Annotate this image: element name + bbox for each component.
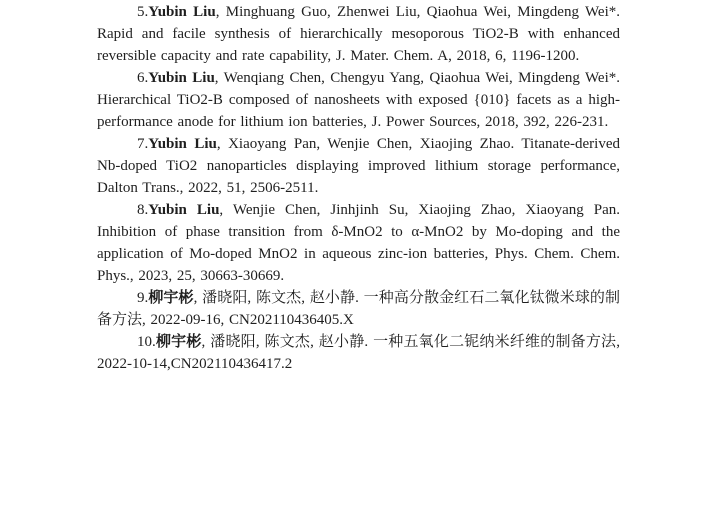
reference-item-8 — [97, 199, 620, 287]
reference-text: , 潘晓阳, 陈文杰, 赵小静. 一种五氧化二铌纳米纤维的制备方法, 2022-10-14,CN202110436417.2 — [97, 334, 620, 372]
reference-number: 5. — [137, 4, 149, 20]
reference-item-9 — [97, 287, 620, 331]
reference-author-bold: 柳宇彬 — [148, 290, 194, 306]
reference-item-6 — [97, 67, 620, 133]
reference-author-bold: Yubin Liu — [148, 202, 220, 218]
reference-text: , Wenqiang Chen, Chengyu Yang, Qiaohua Wei, Mingdeng Wei*. Hierarchical TiO2-B composed of nanosheets with exposed {010} facets as a high-performance anode for lithium ion batteries, J. Power Sources, 2018, 392, 226-231. — [97, 70, 620, 130]
reference-author-bold: Yubin Liu — [148, 70, 215, 86]
reference-number: 8. — [137, 202, 149, 218]
reference-text: , Wenjie Chen, Jinhjinh Su, Xiaojing Zhao, Xiaoyang Pan. Inhibition of phase transition from δ-MnO2 to α-MnO2 by Mo-doping and the application of Mo-doped MnO2 in aqueous zinc-ion batteries, Phys. Chem. Chem. Phys., 2023, 25, 30663-30669. — [97, 202, 620, 284]
reference-author-bold: 柳宇彬 — [155, 334, 202, 350]
reference-text: , 潘晓阳, 陈文杰, 赵小静. 一种高分散金红石二氧化钛微米球的制备方法, 2022-09-16, CN202110436405.X — [97, 290, 620, 328]
reference-number: 7. — [137, 136, 149, 152]
reference-number: 10. — [137, 334, 156, 350]
reference-item-7 — [97, 133, 620, 199]
reference-text: , Minghuang Guo, Zhenwei Liu, Qiaohua Wei, Mingdeng Wei*. Rapid and facile synthesis of hierarchically mesoporous TiO2-B with enhanced reversible capacity and rate capability, J. Mater. Chem. A, 2018, 6, 1196-1200. — [97, 4, 620, 64]
reference-item-5 — [97, 1, 620, 67]
reference-author-bold: Yubin Liu — [148, 4, 216, 20]
reference-item-10 — [97, 331, 620, 375]
reference-text: , Xiaoyang Pan, Wenjie Chen, Xiaojing Zhao. Titanate-derived Nb-doped TiO2 nanoparticles displaying improved lithium storage performance, Dalton Trans., 2022, 51, 2506-2511. — [97, 136, 620, 196]
reference-number: 6. — [137, 70, 149, 86]
reference-number: 9. — [137, 290, 149, 306]
reference-author-bold: Yubin Liu — [148, 136, 217, 152]
publication-list — [97, 1, 620, 375]
